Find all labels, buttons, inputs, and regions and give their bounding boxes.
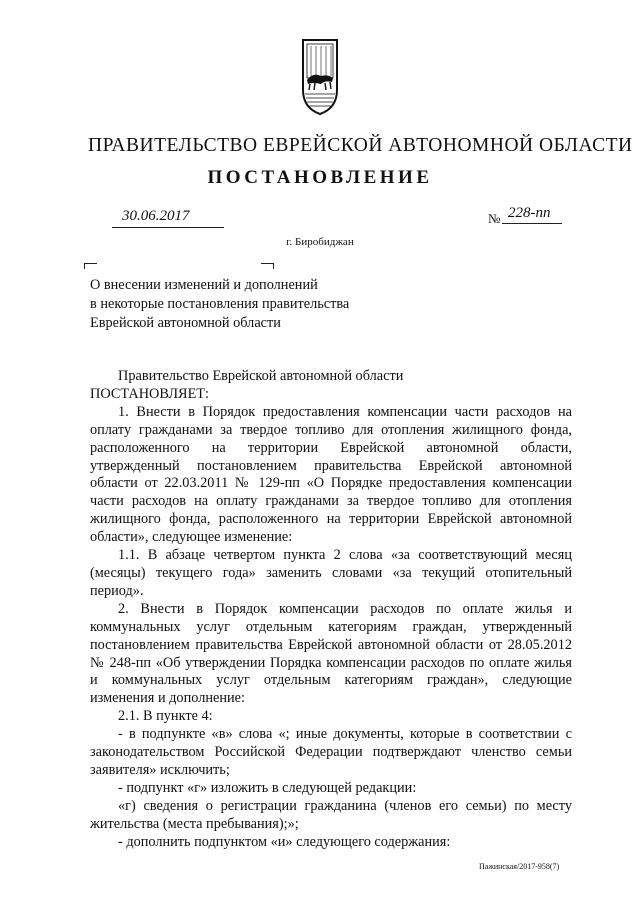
body-line: - в подпункте «в» слова «; иные документы, которые в соответствии с: [118, 726, 572, 743]
coat-of-arms-emblem: [301, 38, 339, 116]
subject-line: Еврейской автономной области: [90, 315, 281, 331]
body-line: и коммунальных услуг отдельным категориям граждан», следующие: [90, 672, 572, 689]
body-line: 2.1. В пункте 4:: [118, 708, 213, 725]
document-number: 228-пп: [508, 205, 551, 221]
document-body: [90, 368, 572, 851]
subject-line: О внесении изменений и дополнений: [90, 277, 318, 293]
body-line: изменения и дополнение:: [90, 690, 245, 707]
body-line: (месяцы) текущего года» заменить словами «за текущий отопительный: [90, 564, 572, 581]
body-line: заявителя» исключить;: [90, 761, 230, 778]
number-label: №: [488, 211, 501, 226]
body-line: «г) сведения о регистрации гражданина (членов его семьи) по месту: [118, 797, 572, 814]
body-intro: Правительство Еврейской автономной области: [118, 368, 404, 384]
body-line: 1. Внести в Порядок предоставления компенсации части расходов на: [118, 403, 572, 420]
subject-corner-left: [84, 263, 97, 269]
body-line: коммунальных услуг отдельным категориям граждан, утвержденный: [90, 618, 572, 635]
body-line: утвержденный постановлением правительства Еврейской автономной: [90, 457, 572, 474]
document-date: 30.06.2017: [122, 208, 190, 224]
body-line: жительства (места пребывания);»;: [90, 815, 299, 832]
number-underline: [502, 223, 562, 224]
subject-line: в некоторые постановления правительства: [90, 296, 350, 312]
body-line: расположенного на территории Еврейской автономной области,: [90, 439, 572, 456]
body-line: 2. Внести в Порядок компенсации расходов по оплате жилья и: [118, 600, 572, 617]
subject-corner-right: [261, 263, 274, 269]
date-underline: [112, 227, 224, 228]
body-line: оплату гражданами за твердое топливо для отопления жилищного фонда,: [90, 421, 572, 438]
body-line: жилищного фонда, расположенного на территории Еврейской автономной: [90, 511, 572, 528]
body-line: постановлением правительства Еврейской автономной области от 28.05.2012: [90, 636, 572, 653]
body-line: законодательством Российской Федерации подтверждают членство семьи: [90, 744, 572, 761]
body-resolves: ПОСТАНОВЛЯЕТ:: [90, 385, 210, 402]
body-line: части расходов на оплату гражданами за твердое топливо для отопления: [90, 493, 572, 510]
footer-code: Пажинская/2017-958(7): [479, 862, 560, 871]
body-line: 1.1. В абзаце четвертом пункта 2 слова «за соответствующий месяц: [118, 547, 572, 564]
body-line: - подпункт «г» изложить в следующей редакции:: [118, 779, 417, 796]
organization-title: ПРАВИТЕЛЬСТВО ЕВРЕЙСКОЙ АВТОНОМНОЙ ОБЛАСТИ: [88, 135, 633, 156]
body-line: области», следующее изменение:: [90, 529, 293, 546]
document-type-title: ПОСТАНОВЛЕНИЕ: [207, 167, 433, 188]
city-label: г. Биробиджан: [286, 236, 354, 248]
body-line: - дополнить подпунктом «и» следующего содержания:: [118, 833, 451, 850]
body-line: области от 22.03.2011 № 129-пп «О Порядке предоставления компенсации: [90, 475, 572, 492]
body-line: период».: [90, 582, 144, 599]
body-line: № 248-пп «Об утверждении Порядка компенсации расходов по оплате жилья: [90, 654, 572, 671]
document-subject: [90, 276, 349, 333]
